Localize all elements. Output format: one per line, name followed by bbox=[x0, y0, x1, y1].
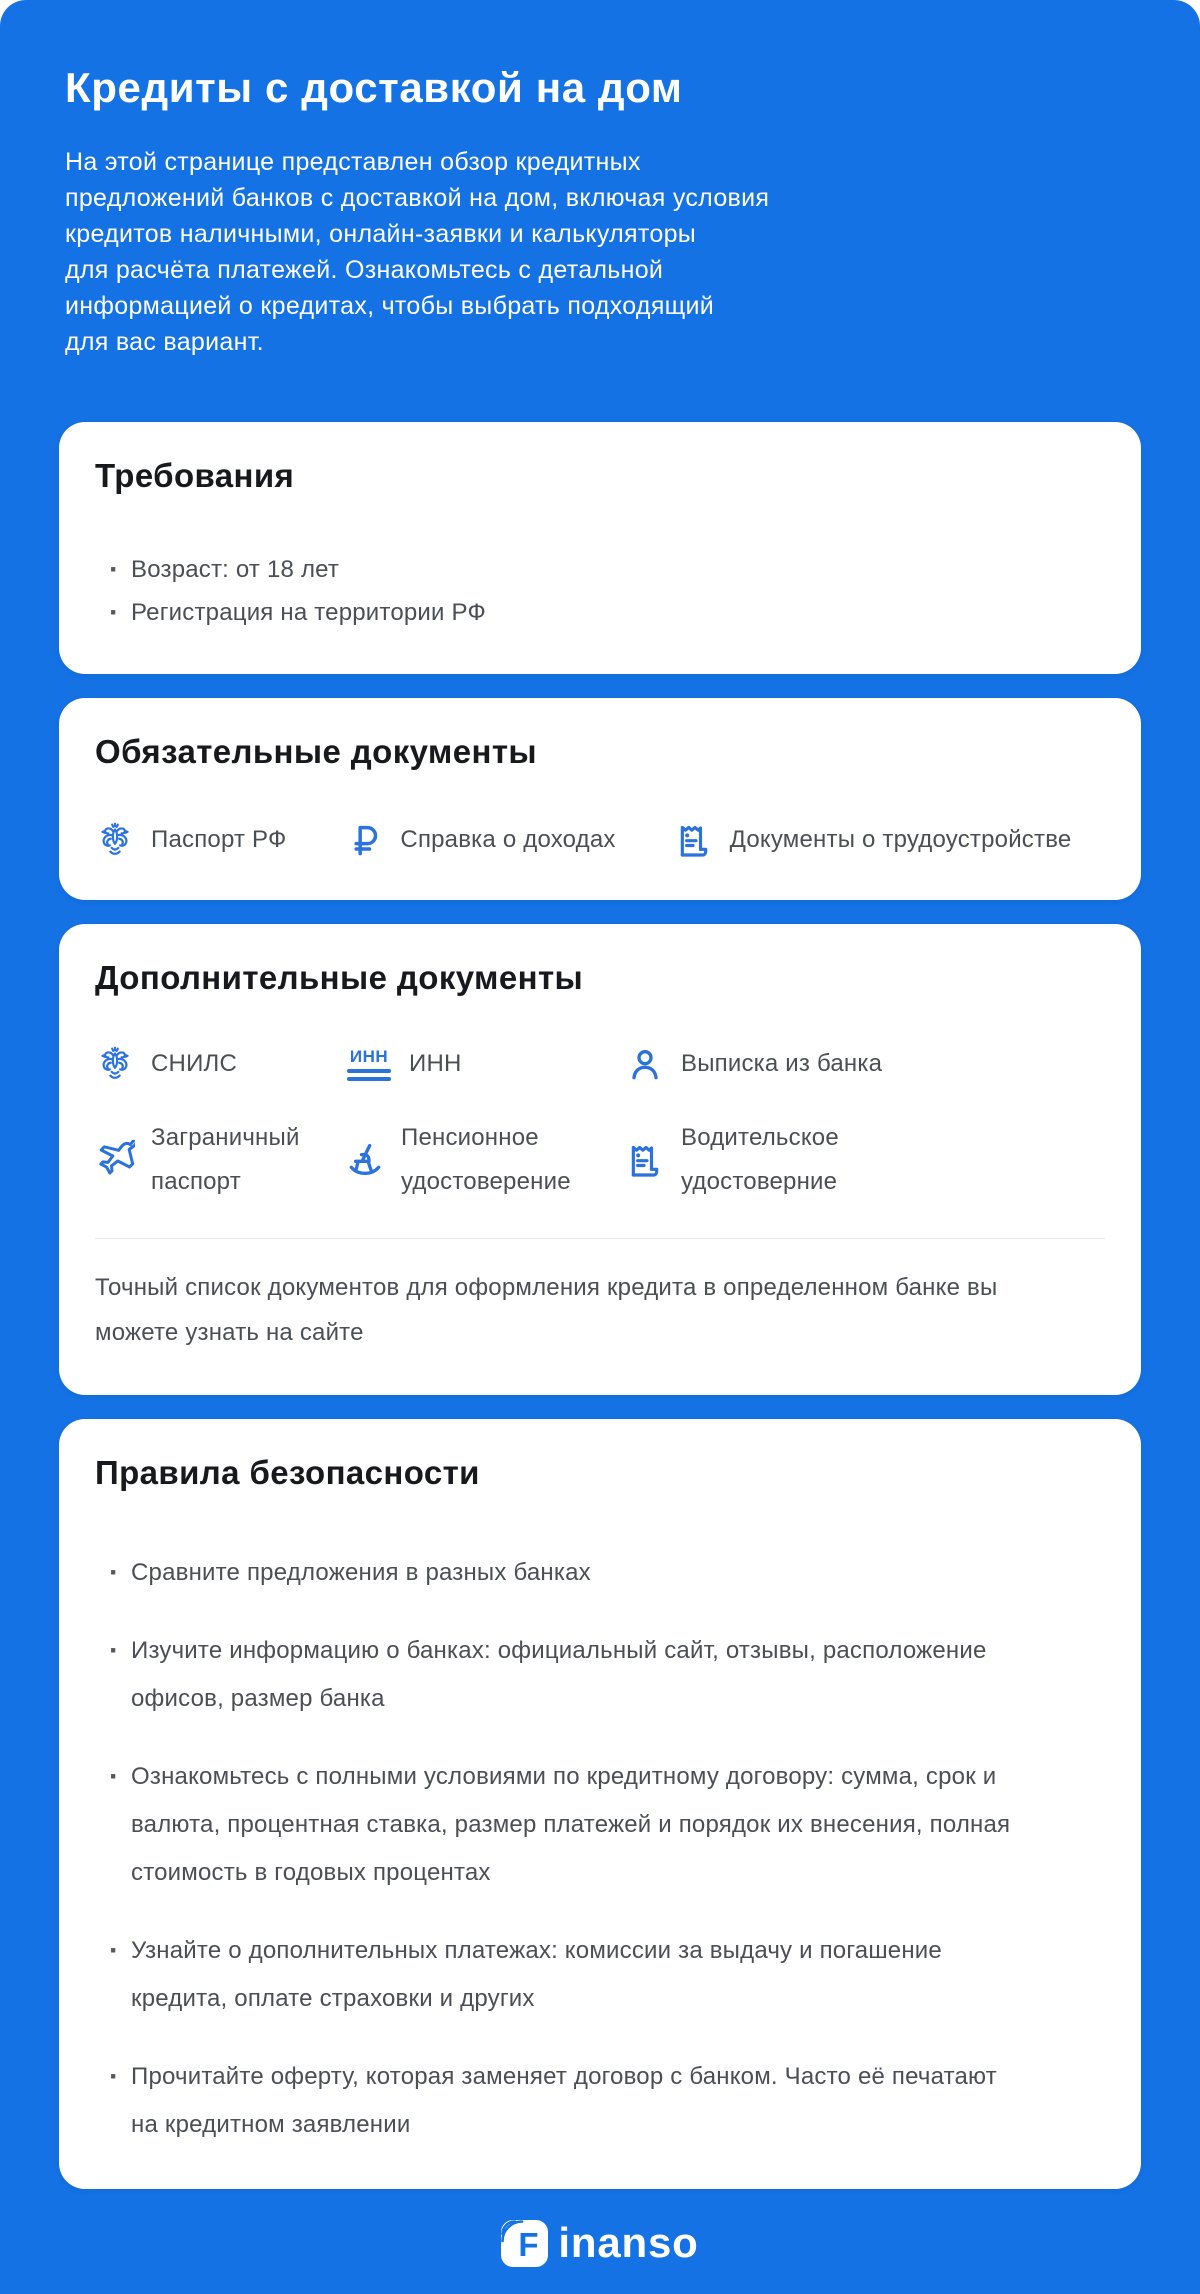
finanso-logo-text[interactable]: inanso bbox=[558, 2219, 699, 2266]
safety-rules-card bbox=[59, 1419, 1141, 2189]
requirements-title: Требования bbox=[95, 457, 295, 494]
doc-label: Водительское удостоверние bbox=[681, 1124, 839, 1195]
person-icon bbox=[625, 1044, 665, 1084]
additional-documents-card bbox=[59, 924, 1141, 1395]
finanso-logo-mark[interactable] bbox=[501, 2220, 548, 2267]
requirement-item: · Возраст: от 18 лет bbox=[109, 548, 1105, 591]
additional-documents-title: Дополнительные документы bbox=[95, 959, 584, 996]
intro-line: предложений банков с доставкой на дом, включая условия bbox=[65, 184, 770, 212]
doc-item-inn bbox=[345, 1048, 625, 1081]
employment-docs-icon bbox=[674, 820, 714, 860]
inn-icon: ИНН bbox=[345, 1048, 393, 1081]
intro-line: для вас вариант. bbox=[65, 328, 264, 356]
safety-rule-item: · Ознакомьтесь с полными условиями по кредитному договору: сумма, срок и валюта, процентная ставка, размер платежей и порядок их внесения, полная стоимость в годовых процентах bbox=[109, 1753, 1011, 1897]
doc-label: СНИЛС bbox=[151, 1050, 237, 1077]
doc-label: Выписка из банка bbox=[681, 1050, 883, 1077]
documents-note: Точный список документов для оформления кредита в определенном банке вы можете узнать на сайте bbox=[95, 1274, 998, 1346]
intro-line: На этой странице представлен обзор кредитных bbox=[65, 148, 641, 176]
rocking-chair-icon bbox=[345, 1140, 385, 1180]
footer bbox=[59, 2219, 1141, 2267]
safety-rule-item: · Изучите информацию о банках: официальный сайт, отзывы, расположение офисов, размер банка bbox=[109, 1627, 1011, 1723]
doc-item-employment bbox=[674, 820, 1072, 860]
intro-line: для расчёта платежей. Ознакомьтесь с детальной bbox=[65, 256, 664, 284]
intro-line: кредитов наличными, онлайн-заявки и калькуляторы bbox=[65, 220, 697, 248]
safety-rules-list bbox=[95, 1549, 1105, 2149]
drivers-license-icon bbox=[625, 1140, 665, 1180]
doc-item-foreign-passport bbox=[95, 1116, 345, 1204]
doc-label: Заграничный паспорт bbox=[151, 1124, 300, 1195]
intro-line: информацией о кредитах, чтобы выбрать подходящий bbox=[65, 292, 715, 320]
requirements-list bbox=[95, 548, 1105, 634]
doc-label: Пенсионное удостоверение bbox=[401, 1124, 571, 1195]
doc-item-passport bbox=[95, 820, 286, 860]
additional-documents-grid bbox=[95, 1044, 1105, 1204]
doc-item-drivers-license bbox=[625, 1116, 1105, 1204]
intro-paragraph bbox=[65, 144, 1141, 360]
doc-label: ИНН bbox=[409, 1050, 462, 1077]
required-documents-card bbox=[59, 698, 1141, 900]
ruble-icon bbox=[344, 820, 384, 860]
doc-item-income bbox=[344, 820, 615, 860]
card-divider bbox=[95, 1238, 1105, 1239]
russia-emblem-icon bbox=[95, 820, 135, 860]
doc-label: Справка о доходах bbox=[400, 826, 616, 853]
russia-emblem-icon bbox=[95, 1044, 135, 1084]
safety-rule-item: · Прочитайте оферту, которая заменяет договор с банком. Часто её печатают на кредитном заявлении bbox=[109, 2053, 1011, 2149]
doc-item-snils bbox=[95, 1044, 345, 1084]
safety-rules-title: Правила безопасности bbox=[95, 1454, 480, 1491]
required-documents-row bbox=[95, 820, 1105, 860]
doc-label: Паспорт РФ bbox=[151, 826, 287, 853]
doc-item-bank-statement bbox=[625, 1044, 1105, 1084]
airplane-icon bbox=[95, 1140, 135, 1180]
doc-label: Документы о трудоустройстве bbox=[729, 826, 1072, 853]
page-title: Кредиты с доставкой на дом bbox=[65, 64, 683, 111]
safety-rule-item: · Сравните предложения в разных банках bbox=[109, 1549, 1011, 1597]
required-documents-title: Обязательные документы bbox=[95, 733, 537, 770]
requirement-item: · Регистрация на территории РФ bbox=[109, 591, 1105, 634]
logo-letter: F bbox=[518, 2225, 539, 2263]
doc-item-pension bbox=[345, 1116, 625, 1204]
safety-rule-item: · Узнайте о дополнительных платежах: комиссии за выдачу и погашение кредита, оплате страховки и других bbox=[109, 1927, 1011, 2023]
requirements-card bbox=[59, 422, 1141, 674]
